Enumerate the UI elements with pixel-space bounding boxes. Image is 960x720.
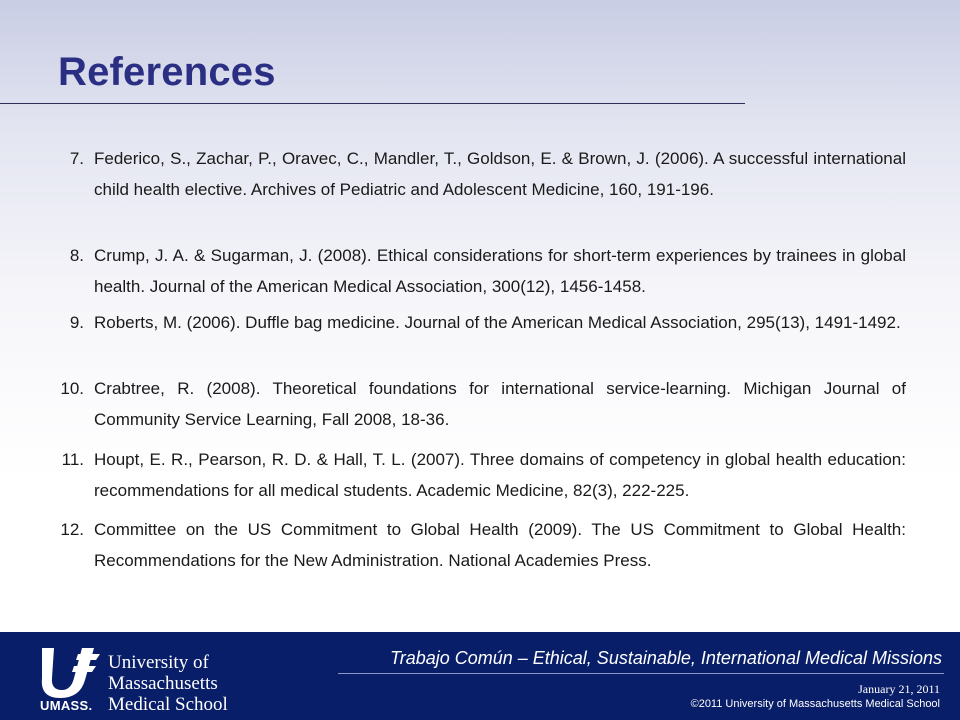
reference-number: 7. (69, 149, 84, 168)
reference-number: 8. (69, 246, 84, 265)
reference-number: 10. (60, 379, 84, 398)
reference-text: Houpt, E. R., Pearson, R. D. & Hall, T. L. (2007). Three domains of competency in global health education: recommendations for all medical students. Academic Medicine, 82(3), 222-225. (94, 450, 906, 500)
slide-footer (0, 632, 960, 720)
slide-title: References (58, 50, 276, 94)
umass-wordmark: UMASS. (40, 698, 93, 713)
footer-date: January 21, 2011 (858, 682, 940, 696)
reference-text: Federico, S., Zachar, P., Oravec, C., Mandler, T., Goldson, E. & Brown, J. (2006). A successful international child health elective. Archives of Pediatric and Adolescent Medicine, 160, 191-196. (94, 149, 906, 199)
title-divider (0, 103, 745, 104)
university-name-line: Medical School (108, 694, 228, 715)
reference-text: Crabtree, R. (2008). Theoretical foundations for international service-learning. Michigan Journal of Community Service Learning, Fall 2008, 18-36. (94, 379, 906, 429)
umass-logo-icon (38, 640, 102, 702)
reference-text: Committee on the US Commitment to Global Health (2009). The US Commitment to Global Health: Recommendations for the New Administration. National Academies Press. (94, 520, 906, 570)
reference-number: 9. (69, 313, 84, 332)
reference-number: 12. (60, 520, 84, 539)
reference-text: Roberts, M. (2006). Duffle bag medicine. Journal of the American Medical Association, 295(13), 1491-1492. (94, 313, 901, 332)
footer-copyright: ©2011 University of Massachusetts Medical School (690, 698, 940, 710)
footer-divider (338, 673, 944, 674)
footer-tagline: Trabajo Común – Ethical, Sustainable, International Medical Missions (390, 648, 942, 668)
reference-number: 11. (61, 450, 84, 469)
university-name-line: University of (108, 652, 209, 673)
university-name-line: Massachusetts (108, 673, 218, 694)
reference-text: Crump, J. A. & Sugarman, J. (2008). Ethical considerations for short-term experiences by trainees in global health. Journal of the American Medical Association, 300(12), 1456-1458. (94, 246, 906, 296)
university-name (108, 652, 228, 715)
